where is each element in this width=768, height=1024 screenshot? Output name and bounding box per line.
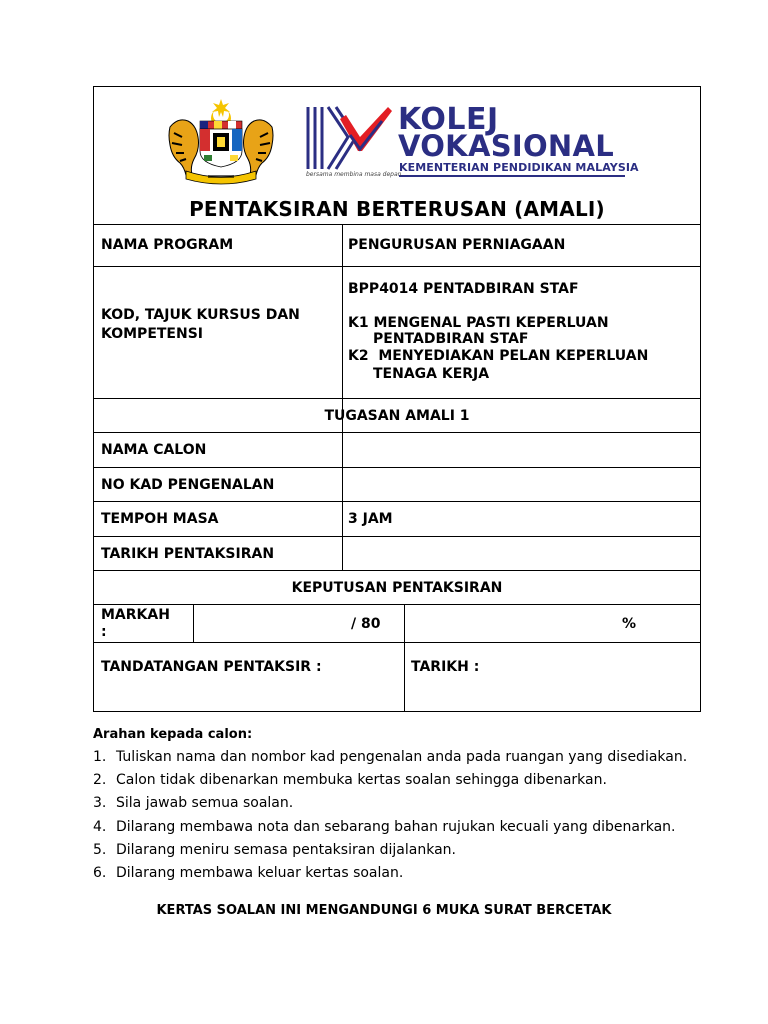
list-item: 1. Tuliskan nama dan nombor kad pengenalan anda pada ruangan yang disediakan. (93, 749, 688, 765)
label-kod-tajuk-1: KOD, TAJUK KURSUS DAN (101, 307, 300, 323)
assessment-cover-form (93, 86, 701, 712)
value-markah-total: / 80 (351, 616, 381, 632)
row-keputusan (94, 570, 700, 604)
column-divider-upper (342, 224, 343, 570)
logo-text-kementerian: KEMENTERIAN PENDIDIKAN MALAYSIA (399, 161, 639, 174)
kolej-vokasional-logo (306, 102, 639, 183)
list-item: 6. Dilarang membawa keluar kertas soalan. (93, 865, 404, 882)
row-tarikh-pentaksiran (94, 536, 700, 570)
label-markah: MARKAH (101, 607, 170, 623)
value-peratus: % (622, 616, 637, 632)
column-divider-markah-2 (404, 604, 405, 711)
row-tandatangan (94, 642, 700, 711)
column-divider-markah-1 (193, 604, 194, 642)
tugasan-heading: TUGASAN AMALI 1 (324, 408, 470, 424)
value-k2-line1: K2 MENYEDIAKAN PELAN KEPERLUAN (348, 348, 649, 364)
form-header (94, 87, 700, 224)
row-nama-program (94, 224, 700, 266)
label-markah-colon: : (101, 624, 107, 640)
row-nama-calon (94, 432, 700, 467)
value-k1-line2: PENTADBIRAN STAF (373, 331, 529, 347)
row-markah (94, 604, 700, 642)
label-tempoh-masa: TEMPOH MASA (101, 511, 219, 527)
keputusan-heading: KEPUTUSAN PENTAKSIRAN (291, 580, 503, 596)
label-tandatangan: TANDATANGAN PENTAKSIR : (101, 659, 322, 675)
row-tempoh-masa (94, 501, 700, 536)
value-tempoh-masa: 3 JAM (348, 511, 393, 527)
list-item: 5. Dilarang meniru semasa pentaksiran dijalankan. (93, 841, 456, 858)
label-no-kad: NO KAD PENGENALAN (101, 477, 275, 493)
label-tarikh-pentaksiran: TARIKH PENTAKSIRAN (101, 546, 275, 562)
label-nama-program: NAMA PROGRAM (101, 237, 234, 253)
coat-of-arms-icon (164, 97, 278, 187)
page-title: PENTAKSIRAN BERTERUSAN (AMALI) (189, 197, 605, 221)
instructions-list (93, 746, 687, 885)
logo-text-kolej: KOLEJ (398, 102, 499, 137)
page-count-note: KERTAS SOALAN INI MENGANDUNGI 6 MUKA SURAT BERCETAK (156, 903, 612, 918)
value-k1-line1: K1 MENGENAL PASTI KEPERLUAN (348, 315, 609, 331)
row-no-kad (94, 467, 700, 501)
value-k2-line2: TENAGA KERJA (373, 366, 490, 382)
list-item: 3. Sila jawab semua soalan. (93, 795, 294, 812)
label-tarikh: TARIKH : (411, 659, 480, 675)
value-nama-program: PENGURUSAN PERNIAGAAN (348, 237, 566, 253)
label-kod-tajuk-2: KOMPETENSI (101, 326, 203, 342)
logo-text-vokasional: VOKASIONAL (398, 129, 615, 163)
logo-tagline: bersama membina masa depan (306, 171, 402, 178)
list-item: 4. Dilarang membawa nota dan sebarang bahan rujukan kecuali yang dibenarkan. (93, 818, 676, 835)
value-kod-kursus: BPP4014 PENTADBIRAN STAF (348, 281, 579, 297)
instructions-title: Arahan kepada calon: (93, 727, 253, 742)
label-nama-calon: NAMA CALON (101, 442, 207, 458)
row-kod-tajuk (94, 266, 700, 398)
list-item: 2. Calon tidak dibenarkan membuka kertas soalan sehingga dibenarkan. (93, 772, 607, 789)
kv-mark-icon (306, 105, 394, 171)
row-tugasan (94, 398, 700, 432)
logo-underline (399, 175, 625, 177)
